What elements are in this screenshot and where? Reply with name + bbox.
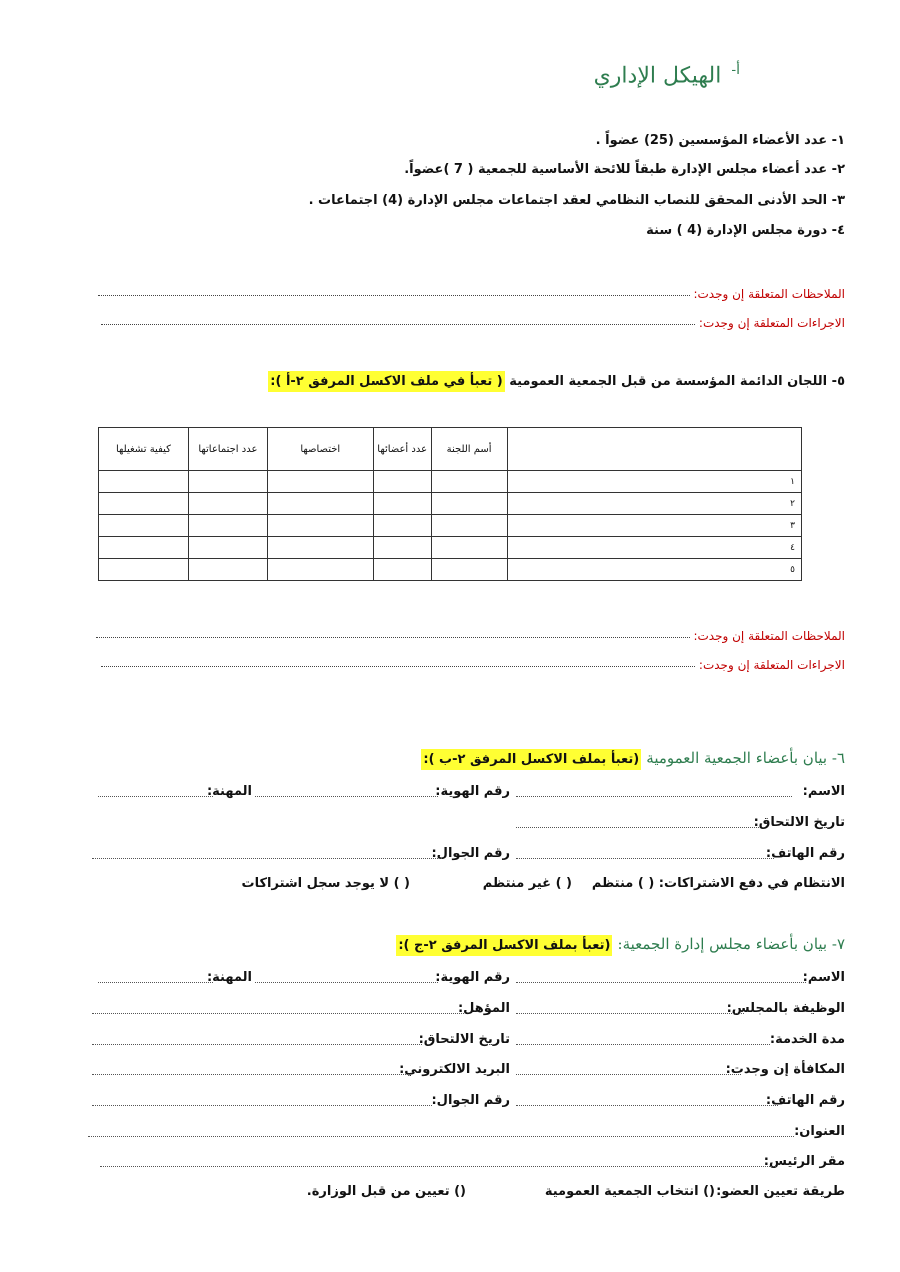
- table-cell[interactable]: [99, 471, 189, 493]
- ga-name-label: الاسم:: [802, 784, 845, 799]
- ga-phone-label: رقم الهاتف:: [765, 846, 845, 861]
- board-appointment-label: طريقة تعيين العضو:: [716, 1184, 845, 1199]
- table-cell[interactable]: [431, 515, 507, 537]
- table-cell[interactable]: [431, 471, 507, 493]
- procedures-field[interactable]: [101, 323, 695, 325]
- intro-line-2: ٢- عدد أعضاء مجلس الإدارة طبقاً للائحة الأساسية للجمعية ( 7 )عضواً.: [404, 162, 845, 177]
- board-position-field[interactable]: [516, 1001, 744, 1014]
- board-qualification-label: المؤهل:: [457, 1001, 510, 1016]
- board-address-label: العنوان:: [794, 1124, 845, 1139]
- row-number: ٥: [507, 559, 801, 581]
- table-cell[interactable]: [188, 559, 267, 581]
- notes-row-2: [96, 629, 845, 643]
- ga-id-label: رقم الهوية:: [435, 784, 510, 799]
- committees-highlight: ( تعبأ في ملف الاكسل المرفق ٢-أ ):: [268, 371, 504, 392]
- section-title-text: الهيكل الإداري: [593, 63, 722, 89]
- table-cell[interactable]: [373, 515, 431, 537]
- general-assembly-heading-text: ٦- بيان بأعضاء الجمعية العمومية: [646, 749, 845, 767]
- section-title: [594, 62, 740, 88]
- board-name-label: الاسم:: [802, 970, 845, 985]
- row-number: ١: [507, 471, 801, 493]
- table-cell[interactable]: [373, 559, 431, 581]
- col-header-number: [507, 428, 801, 471]
- committees-heading-text: ٥- اللجان الدائمة المؤسسة من قبل الجمعية العمومية: [509, 374, 845, 389]
- table-cell[interactable]: [99, 515, 189, 537]
- ga-name-field[interactable]: [516, 784, 792, 797]
- ga-id-field[interactable]: [255, 784, 438, 797]
- table-cell[interactable]: [99, 493, 189, 515]
- board-heading-text: ٧- بيان بأعضاء مجلس إدارة الجمعية:: [617, 935, 845, 953]
- board-qualification-field[interactable]: [92, 1001, 464, 1014]
- col-header-committee-name: أسم اللجنة: [431, 428, 507, 471]
- board-join-date-field[interactable]: [92, 1032, 422, 1045]
- board-email-field[interactable]: [92, 1062, 410, 1075]
- row-number: ٢: [507, 493, 801, 515]
- table-row: [99, 515, 802, 537]
- board-phone-field[interactable]: [516, 1093, 778, 1106]
- notes-label: الملاحظات المتعلقة إن وجدت:: [693, 629, 845, 643]
- table-cell[interactable]: [188, 493, 267, 515]
- notes-label: الملاحظات المتعلقة إن وجدت:: [693, 287, 845, 301]
- board-join-date-label: تاريخ الالتحاق:: [418, 1032, 510, 1047]
- general-assembly-heading: [421, 748, 845, 767]
- row-number: ٤: [507, 537, 801, 559]
- notes-row-1: [98, 287, 845, 301]
- board-phone-label: رقم الهاتف:: [765, 1093, 845, 1108]
- board-address-field[interactable]: [88, 1124, 794, 1137]
- general-assembly-highlight: (تعبأ بملف الاكسل المرفق ٢-ب ):: [421, 749, 641, 770]
- board-service-period-label: مدة الخدمة:: [769, 1032, 845, 1047]
- ga-profession-field[interactable]: [98, 784, 213, 797]
- table-row: [99, 537, 802, 559]
- section-number: أ-: [731, 62, 740, 78]
- committees-heading: [268, 374, 845, 389]
- table-cell[interactable]: [99, 537, 189, 559]
- col-header-members-count: عدد أعضائها: [373, 428, 431, 471]
- table-row: [99, 559, 802, 581]
- committees-table: [98, 427, 802, 581]
- col-header-specialization: اختصاصها: [267, 428, 373, 471]
- table-cell[interactable]: [373, 537, 431, 559]
- procedures-field[interactable]: [101, 665, 695, 667]
- board-profession-field[interactable]: [98, 970, 213, 983]
- board-mobile-field[interactable]: [92, 1093, 432, 1106]
- ga-mobile-field[interactable]: [92, 846, 442, 859]
- table-cell[interactable]: [431, 559, 507, 581]
- board-highlight: (تعبأ بملف الاكسل المرفق ٢-ج ):: [396, 935, 612, 956]
- table-cell[interactable]: [188, 471, 267, 493]
- board-profession-label: المهنة:: [206, 970, 252, 985]
- table-cell[interactable]: [373, 471, 431, 493]
- board-position-label: الوظيفة بالمجلس:: [726, 1001, 845, 1016]
- table-cell[interactable]: [188, 537, 267, 559]
- table-cell[interactable]: [431, 537, 507, 559]
- table-cell[interactable]: [373, 493, 431, 515]
- board-mobile-label: رقم الجوال:: [431, 1093, 510, 1108]
- table-cell[interactable]: [431, 493, 507, 515]
- board-id-field[interactable]: [255, 970, 438, 983]
- ga-regularity-label: الانتظام في دفع الاشتراكات: ( ) منتظم: [591, 876, 845, 891]
- board-appointment-election-option[interactable]: () انتخاب الجمعية العمومية: [544, 1184, 715, 1199]
- board-service-period-field[interactable]: [516, 1032, 770, 1045]
- table-cell[interactable]: [267, 493, 373, 515]
- ga-irregular-option[interactable]: ( ) غير منتظم: [482, 876, 572, 891]
- intro-line-4: ٤- دورة مجلس الإدارة (4 ) سنة: [646, 223, 845, 238]
- committees-header-row: [99, 428, 802, 471]
- notes-field[interactable]: [98, 294, 690, 296]
- notes-field[interactable]: [96, 636, 690, 638]
- ga-phone-field[interactable]: [516, 846, 774, 859]
- table-cell[interactable]: [99, 559, 189, 581]
- ga-join-date-label: تاريخ الالتحاق:: [753, 815, 845, 830]
- board-president-hq-field[interactable]: [100, 1154, 776, 1167]
- ga-mobile-label: رقم الجوال:: [431, 846, 510, 861]
- board-reward-label: المكافأة إن وجدت:: [725, 1062, 845, 1077]
- intro-line-3: ٣- الحد الأدنى المحقق للنصاب النظامي لعقد اجتماعات مجلس الإدارة (4) اجتماعات .: [308, 193, 845, 208]
- procedures-row-1: [101, 316, 845, 330]
- col-header-operation: كيفية تشغيلها: [99, 428, 189, 471]
- ga-no-record-option[interactable]: ( ) لا يوجد سجل اشتراكات: [241, 876, 410, 891]
- board-reward-field[interactable]: [516, 1062, 741, 1075]
- intro-line-1: ١- عدد الأعضاء المؤسسين (25) عضواً .: [595, 133, 845, 148]
- board-email-label: البريد الالكتروني:: [399, 1062, 510, 1077]
- table-cell[interactable]: [267, 471, 373, 493]
- table-cell[interactable]: [267, 537, 373, 559]
- board-id-label: رقم الهوية:: [435, 970, 510, 985]
- row-number: ٣: [507, 515, 801, 537]
- board-president-hq-label: مقر الرئيس:: [763, 1154, 845, 1169]
- ga-profession-label: المهنة:: [206, 784, 252, 799]
- table-cell[interactable]: [267, 559, 373, 581]
- board-appointment-ministry-option[interactable]: () تعيين من قبل الوزارة.: [306, 1184, 466, 1199]
- procedures-row-2: [101, 658, 845, 672]
- board-name-field[interactable]: [516, 970, 806, 983]
- board-heading: [396, 934, 845, 953]
- procedures-label: الاجراءات المتعلقة إن وجدت:: [698, 316, 845, 330]
- table-cell[interactable]: [188, 515, 267, 537]
- table-row: [99, 471, 802, 493]
- ga-join-date-field[interactable]: [516, 815, 759, 828]
- procedures-label: الاجراءات المتعلقة إن وجدت:: [698, 658, 845, 672]
- table-row: [99, 493, 802, 515]
- table-cell[interactable]: [267, 515, 373, 537]
- col-header-meetings-count: عدد اجتماعاتها: [188, 428, 267, 471]
